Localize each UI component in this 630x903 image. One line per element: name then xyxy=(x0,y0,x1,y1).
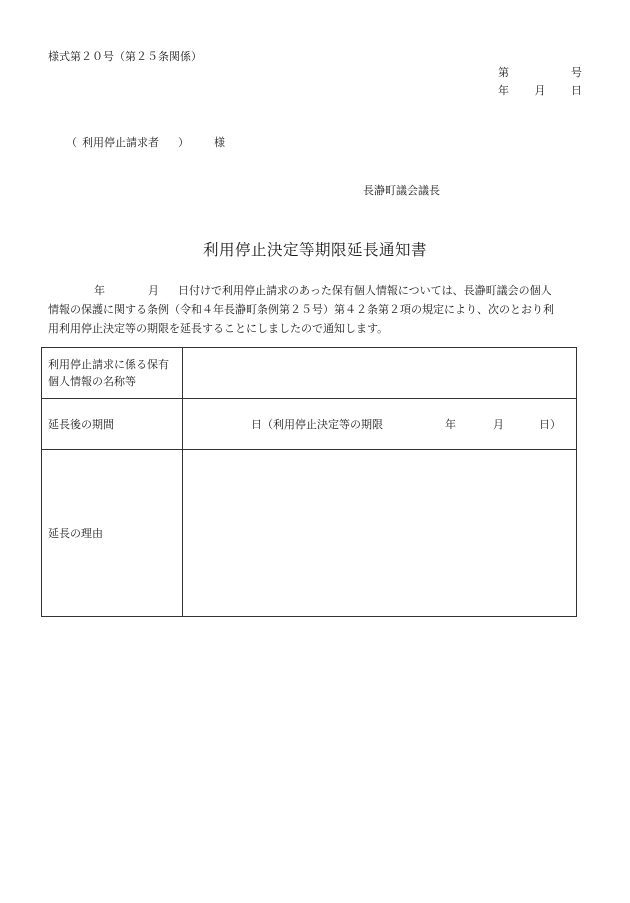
body-year: 年 xyxy=(94,284,105,297)
extended-period-value[interactable] xyxy=(183,399,577,450)
extension-reason-label: 延長の理由 xyxy=(42,450,183,617)
document-title: 利用停止決定等期限延長通知書 xyxy=(202,241,427,259)
body-indent xyxy=(48,282,94,298)
doc-no-suffix: 号 xyxy=(571,66,582,79)
body-line-1 xyxy=(48,282,552,298)
body-line-1-text: 日付けで利用停止請求のあった保有個人情報については、長瀞町議会の個人 xyxy=(178,284,552,297)
body-month: 月 xyxy=(148,284,159,297)
doc-no-prefix: 第 xyxy=(498,66,509,79)
recipient-honorific: 様 xyxy=(214,136,225,149)
period-end: 日） xyxy=(539,418,561,431)
period-month: 月 xyxy=(493,418,504,431)
form-number: 様式第２０号（第２５条関係） xyxy=(48,50,202,63)
info-name-label-line-1: 利用停止請求に係る保有 xyxy=(48,358,169,371)
extended-period-label: 延長後の期間 xyxy=(42,399,183,450)
info-name-label-line-2: 個人情報の名称等 xyxy=(48,375,136,388)
recipient-role: 利用停止請求者 xyxy=(82,136,159,149)
table-row xyxy=(42,450,577,617)
info-table xyxy=(41,347,577,617)
info-name-label xyxy=(42,348,183,399)
table-row xyxy=(42,399,577,450)
recipient-paren-open: （ xyxy=(66,136,77,149)
date-year: 年 xyxy=(498,84,509,97)
period-year: 年 xyxy=(445,418,456,431)
body-line-3: 用利用停止決定等の期限を延長することにしましたので通知します。 xyxy=(48,322,389,335)
document-number xyxy=(498,64,582,80)
recipient-paren-close: ） xyxy=(178,136,189,149)
extension-reason-value[interactable] xyxy=(183,450,577,617)
sender: 長瀞町議会議長 xyxy=(363,184,440,197)
recipient-line xyxy=(66,134,225,150)
issue-date xyxy=(498,82,582,98)
date-month: 月 xyxy=(534,84,546,97)
table-row xyxy=(42,348,577,399)
date-day: 日 xyxy=(571,84,582,97)
info-name-value[interactable] xyxy=(183,348,577,399)
body-line-2: 情報の保護に関する条例（令和４年長瀞町条例第２５号）第４２条第２項の規定により、次のとおり利 xyxy=(48,303,554,316)
period-day: 日（利用停止決定等の期限 xyxy=(251,418,383,431)
